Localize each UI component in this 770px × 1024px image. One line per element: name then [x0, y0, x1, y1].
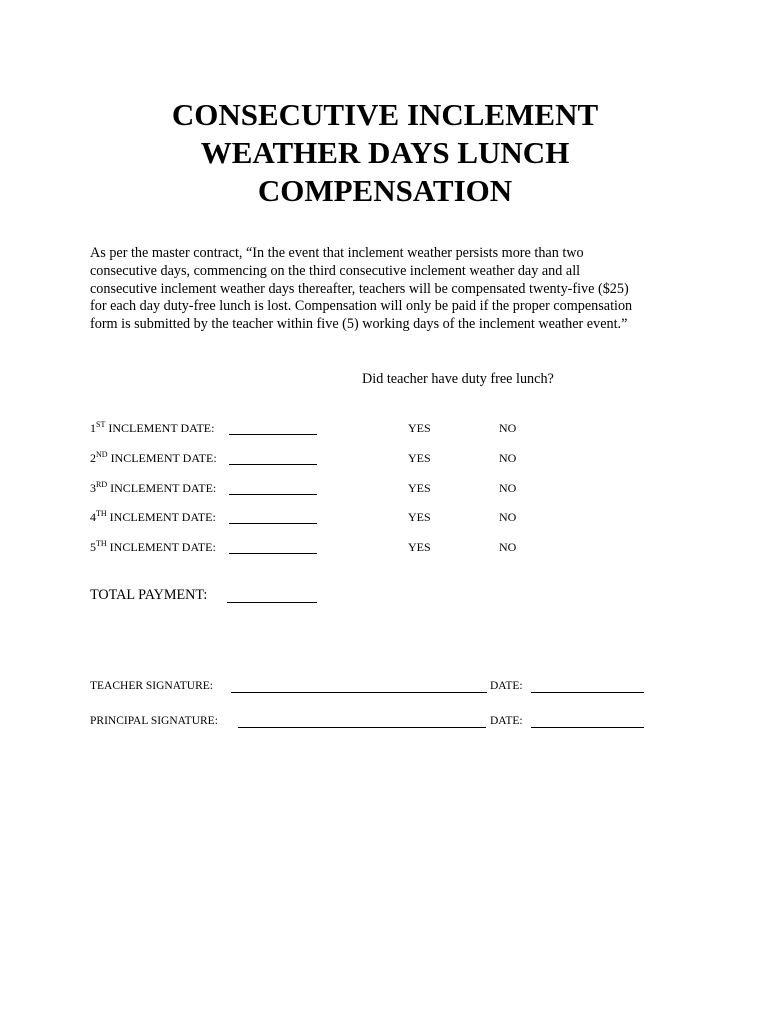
inclement-date-row-3 [90, 481, 690, 501]
row-label: 4TH INCLEMENT DATE: [90, 509, 216, 524]
teacher-signature-row [90, 680, 690, 698]
principal-date-line[interactable] [531, 727, 644, 728]
inclement-date-row-1 [90, 421, 690, 441]
intro-paragraph [90, 245, 680, 334]
date-blank-5[interactable] [229, 553, 317, 554]
yes-option-3[interactable]: YES [408, 481, 431, 495]
no-option-4[interactable]: NO [499, 510, 517, 524]
total-payment [90, 587, 490, 607]
no-option-2[interactable]: NO [499, 451, 517, 465]
teacher-date-line[interactable] [531, 692, 644, 693]
no-option-5[interactable]: NO [499, 540, 517, 554]
principal-signature-row [90, 715, 690, 733]
principal-signature-line[interactable] [238, 727, 486, 728]
row-label: 1ST INCLEMENT DATE: [90, 420, 215, 435]
principal-date-label: DATE: [490, 715, 523, 727]
principal-signature-label: PRINCIPAL SIGNATURE: [90, 715, 218, 727]
intro-line-4: for each day duty-free lunch is lost. Compensation will only be paid if the proper compensation [90, 298, 633, 315]
teacher-date-label: DATE: [490, 680, 523, 692]
inclement-date-row-4 [90, 510, 690, 530]
title-line-1: CONSECUTIVE INCLEMENT [171, 97, 599, 132]
title-line-2: WEATHER DAYS LUNCH [200, 135, 570, 170]
no-option-1[interactable]: NO [499, 421, 517, 435]
inclement-date-row-2 [90, 451, 690, 471]
title-line-3: COMPENSATION [257, 173, 513, 208]
yes-option-5[interactable]: YES [408, 540, 431, 554]
document-title [90, 96, 680, 210]
total-payment-label: TOTAL PAYMENT: [90, 587, 208, 603]
duty-free-question: Did teacher have duty free lunch? [362, 371, 554, 387]
inclement-date-row-5 [90, 540, 690, 560]
no-option-3[interactable]: NO [499, 481, 517, 495]
intro-line-1: As per the master contract, “In the event that inclement weather persists more than two [90, 245, 584, 261]
date-blank-3[interactable] [229, 494, 317, 495]
yes-option-1[interactable]: YES [408, 421, 431, 435]
intro-line-2: consecutive days, commencing on the third consecutive inclement weather day and all [90, 262, 581, 279]
yes-option-4[interactable]: YES [408, 510, 431, 524]
intro-line-3: consecutive inclement weather days thereafter, teachers will be compensated twenty-five ($25) [90, 280, 629, 297]
row-label: 2ND INCLEMENT DATE: [90, 450, 217, 465]
teacher-signature-label: TEACHER SIGNATURE: [90, 680, 213, 692]
date-blank-2[interactable] [229, 464, 317, 465]
date-blank-4[interactable] [229, 523, 317, 524]
total-payment-blank[interactable] [227, 602, 317, 603]
intro-line-5: form is submitted by the teacher within five (5) working days of the inclement weather event.” [90, 316, 628, 333]
teacher-signature-line[interactable] [231, 692, 487, 693]
row-label: 3RD INCLEMENT DATE: [90, 480, 217, 495]
row-label: 5TH INCLEMENT DATE: [90, 539, 216, 554]
date-blank-1[interactable] [229, 434, 317, 435]
yes-option-2[interactable]: YES [408, 451, 431, 465]
